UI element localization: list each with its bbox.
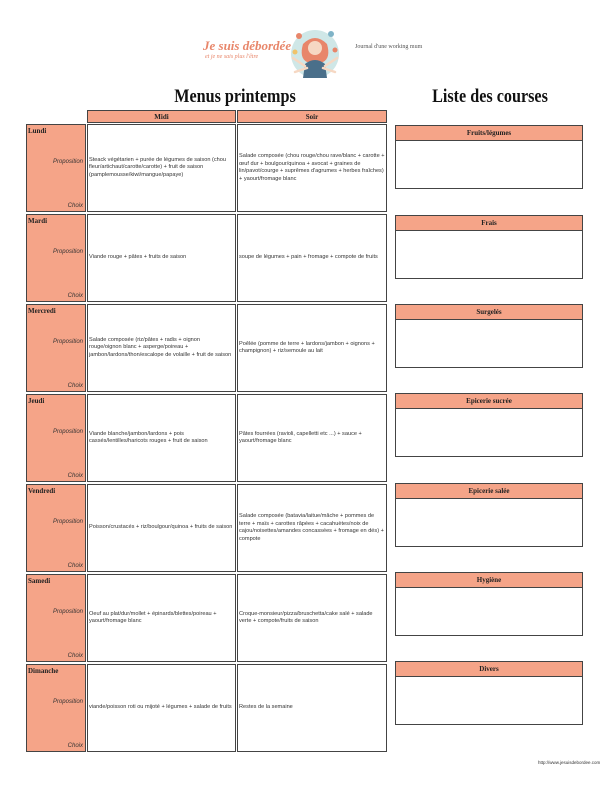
shopping-box-hygiene — [395, 572, 583, 636]
shopping-box-area[interactable] — [396, 409, 582, 439]
proposition-label: Proposition — [52, 699, 83, 705]
shopping-box-frais — [395, 215, 583, 279]
shopping-box-header: Frais — [396, 216, 582, 231]
logo-caption: Journal d'une working mum — [355, 44, 423, 50]
midi-cell[interactable] — [87, 574, 236, 662]
day-side — [26, 394, 86, 482]
soir-text: Salade composée (batavia/laitue/mâche + pommes de terre + maïs + carottes râpées + cacahuètes/noix de cajou/noisettes/amandes concassées + fromage en dés) + compote — [239, 513, 384, 542]
soir-text: Restes de la semaine — [239, 704, 293, 711]
midi-text: viande/poisson roti ou mijoté + légumes + salade de fruits — [89, 704, 232, 711]
day-side — [26, 664, 86, 752]
day-row — [26, 394, 387, 484]
choix-label: Choix — [67, 383, 83, 389]
day-name: Lundi — [28, 127, 47, 135]
choix-label: Choix — [67, 293, 83, 299]
soir-text: Poêlée (pomme de terre + lardons/jambon + oignons + champignon) + riz/semoule au lait — [239, 340, 375, 354]
choix-label: Choix — [67, 203, 83, 209]
choix-label: Choix — [67, 653, 83, 659]
choix-label: Choix — [67, 563, 83, 569]
soir-cell[interactable] — [237, 394, 387, 482]
footer-url[interactable]: http://www.jesuisdebordee.com — [538, 760, 601, 765]
shopping-box-fruits-legumes — [395, 125, 583, 189]
shopping-box-area[interactable] — [396, 677, 582, 707]
day-name: Samedi — [28, 577, 51, 585]
shopping-box-header: Hygiène — [396, 573, 582, 588]
midi-cell[interactable] — [87, 214, 236, 302]
day-row — [26, 214, 387, 304]
proposition-label: Proposition — [52, 609, 83, 615]
soir-cell[interactable] — [237, 214, 387, 302]
shopping-box-epicerie-sucree — [395, 393, 583, 457]
day-side — [26, 484, 86, 572]
day-row — [26, 664, 387, 754]
soir-cell[interactable] — [237, 304, 387, 392]
soir-cell[interactable] — [237, 574, 387, 662]
soir-cell[interactable] — [237, 664, 387, 752]
soir-text: Pâtes fourrées (ravioli, capelletti etc ...) + sauce + yaourt/fromage blanc — [239, 430, 362, 444]
day-name: Vendredi — [28, 487, 56, 495]
day-name: Mercredi — [28, 307, 56, 315]
day-side — [26, 574, 86, 662]
shopping-box-epicerie-salee — [395, 483, 583, 547]
proposition-label: Proposition — [52, 339, 83, 345]
day-name: Jeudi — [28, 397, 45, 405]
day-name: Dimanche — [28, 667, 59, 675]
day-row — [26, 574, 387, 664]
midi-cell[interactable] — [87, 484, 236, 572]
day-row — [26, 304, 387, 394]
menu-table — [26, 110, 387, 753]
soir-cell[interactable] — [237, 484, 387, 572]
soir-text: soupe de légumes + pain + fromage + compote de fruits — [239, 254, 378, 261]
header-logo — [195, 24, 455, 82]
choix-label: Choix — [67, 743, 83, 749]
midi-text: Oeuf au plat/dur/mollet + épinards/blettes/poireau + yaourt/fromage blanc — [89, 610, 217, 624]
shopping-box-header: Epicerie sucrée — [396, 394, 582, 409]
midi-text: Salade composée (riz/pâtes + radis + oignon rouge/oignon blanc + asperge/poireau + jambon/lardons/thon/escalope de volaille + fruit de saison — [89, 336, 232, 358]
shopping-box-header: Epicerie salée — [396, 484, 582, 499]
midi-text: Poisson/crustacés + riz/boulgour/quinoa + fruits de saison — [89, 524, 233, 531]
midi-cell[interactable] — [87, 664, 236, 752]
day-side — [26, 124, 86, 212]
midi-text: Viande rouge + pâtes + fruits de saison — [89, 254, 187, 261]
midi-cell[interactable] — [87, 394, 236, 482]
midi-text: Viande blanche/jambon/lardons + pois cassés/lentilles/haricots rouges + fruit de saison — [89, 430, 208, 444]
woman-illustration-icon — [287, 24, 343, 80]
shopping-box-surgeles — [395, 304, 583, 368]
shopping-box-area[interactable] — [396, 499, 582, 529]
shopping-box-area[interactable] — [396, 320, 582, 350]
soir-text: Croque-monsieur/pizza/bruschetta/cake salé + salade verte + compote/fruits de saison — [239, 610, 373, 624]
day-row — [26, 484, 387, 574]
shopping-box-header: Surgelés — [396, 305, 582, 320]
shopping-box-area[interactable] — [396, 231, 582, 261]
midi-cell[interactable] — [87, 124, 236, 212]
choix-label: Choix — [67, 473, 83, 479]
soir-cell[interactable] — [237, 124, 387, 212]
soir-text: Salade composée (chou rouge/chou rave/blanc + carotte + œuf dur + boulgour/quinoa + avocat + graines de lin/pavot/courge + suprêmes d'agrumes + herbes fraîches) + yaourt/fromage blanc — [239, 153, 385, 182]
proposition-label: Proposition — [52, 519, 83, 525]
menus-title: Menus printemps — [174, 86, 296, 107]
proposition-label: Proposition — [52, 429, 83, 435]
midi-cell[interactable] — [87, 304, 236, 392]
shopping-box-divers — [395, 661, 583, 725]
day-name: Mardi — [28, 217, 48, 225]
courses-title: Liste des courses — [432, 86, 548, 107]
proposition-label: Proposition — [52, 249, 83, 255]
column-header-soir: Soir — [237, 110, 387, 123]
shopping-box-area[interactable] — [396, 141, 582, 171]
logo-title: Je suis débordée — [203, 38, 292, 53]
midi-text: Steack végétarien + purée de légumes de saison (chou fleur/artichaut/carotte/carotte) + fruit de saison (pamplemousse/kiwi/mangue/papaye) — [89, 156, 226, 178]
shopping-box-header: Fruits/légumes — [396, 126, 582, 141]
logo-subtitle: et je ne sais plus l'être — [205, 54, 259, 60]
shopping-box-area[interactable] — [396, 588, 582, 618]
day-side — [26, 304, 86, 392]
day-row — [26, 124, 387, 214]
day-side — [26, 214, 86, 302]
proposition-label: Proposition — [52, 159, 83, 165]
column-header-midi: Midi — [87, 110, 236, 123]
shopping-box-header: Divers — [396, 662, 582, 677]
